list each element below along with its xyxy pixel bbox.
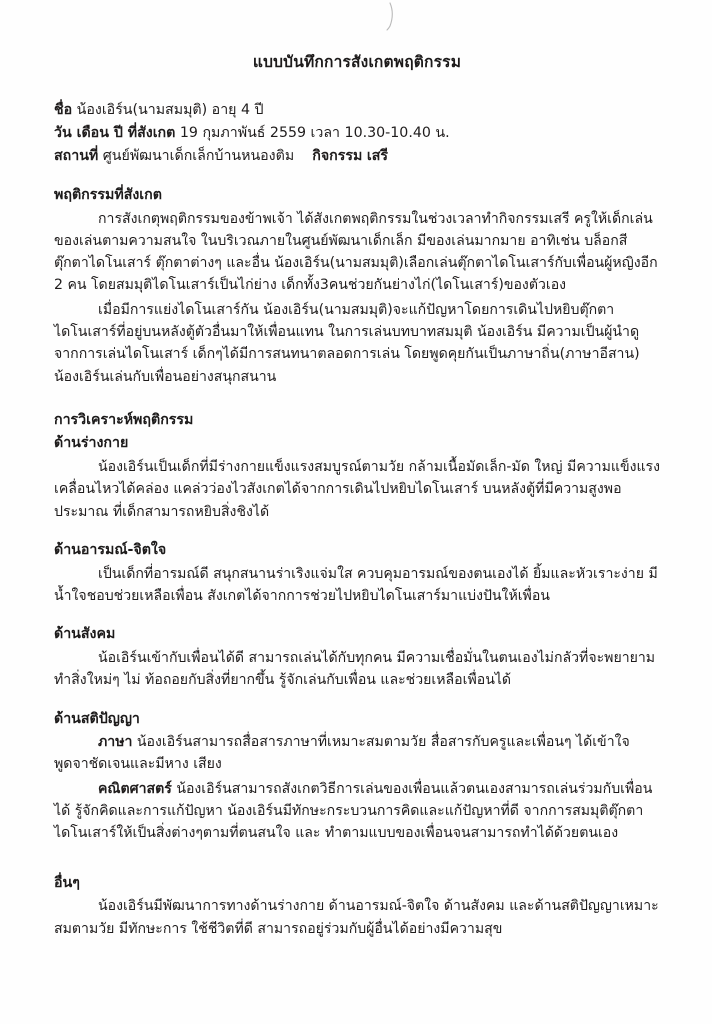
paragraph: เป็นเด็กที่อารมณ์ดี สนุกสนานร่าเริงแจ่มใส ควบคุมอารมณ์ของตนเองได้ ยิ้มและหัวเราะง่าย มีน้ำใจชอบช่วยเหลือเพื่อน สังเกตได้จากการช่วยไปหยิบไดโนเสาร์มาแบ่งปันให้เพื่อน bbox=[54, 565, 658, 604]
section-behavior-analysis bbox=[54, 409, 660, 845]
section-other bbox=[54, 872, 660, 940]
run-text-language: น้องเอิร์นสามารถสื่อสารภาษาที่เหมาะสมตามวัย สื่อสารกับครูและเพื่อนๆ ได้เข้าใจ พูดจาชัดเจนและมีหาง เสียง bbox=[54, 734, 630, 773]
field-date-label: วัน เดือน ปี ที่สังเกต bbox=[54, 124, 176, 141]
document-body bbox=[54, 52, 660, 953]
paragraph: เมื่อมีการแย่งไดโนเสาร์กัน น้องเอิร์น(นามสมมุติ)จะแก้ปัญหาโดยการเดินไปหยิบตุ๊กตาไดโนเสาร์ที่อยู่บนหลังตู้ตัวอื่นมาให้เพื่อนแทน ในการเล่นบทบาทสมมุติ น้องเอิร์น มีความเป็นผู้นำดูจากการเล่นไดโนเสาร์ เด็กๆได้มีการสนทนาตลอดการเล่น โดยพูดคุยกันเป็นภาษาถิ่น(ภาษาอีสาน) น้องเอิร์นเล่นกับเพื่อนอย่างสนุกสนาน bbox=[54, 301, 640, 385]
field-date-row bbox=[54, 122, 660, 145]
field-activity-label: กิจกรรม bbox=[312, 147, 363, 164]
field-activity-value: เสรี bbox=[366, 147, 388, 164]
field-place-row bbox=[54, 145, 660, 168]
field-name-value: น้องเอิร์น(นามสมมุติ) อายุ 4 ปี bbox=[76, 101, 264, 118]
paragraph: การสังเกตุพฤติกรรมของข้าพเจ้า ได้สังเกตพฤติกรรมในช่วงเวลาทำกิจกรรมเสรี ครูให้เด็กเล่นของเล่นตามความสนใจ ในบริเวณภายในศูนย์พัฒนาเด็กเล็ก มีของเล่นมากมาย อาทิเช่น บล็อกสี ตุ๊กตาไดโนเสาร์ ตุ๊กตาต่างๆ และอื่น น้องเอิร์น(นามสมมุติ)เลือกเล่นตุ๊กตาไดโนเสาร์กับเพื่อนผู้หญิงอีก 2 คน โดยสมมุติไดโนเสาร์เป็นไก่ย่าง เด็กทั้ง3คนช่วยกันย่างไก่(ไดโนเสาร์)ของตัวเอง bbox=[54, 210, 658, 294]
subsection-heading-emotional: ด้านอารมณ์-จิตใจ bbox=[54, 542, 167, 558]
paragraph: น้อเอิร์นเข้ากับเพื่อนได้ดี สามารถเล่นได้กับทุกคน มีความเชื่อมั่นในตนเองไม่กลัวที่จะพยายามทำสิ่งใหม่ๆ ไม่ ท้อถอยกับสิ่งที่ยากขึ้น รู้จักเล่นกับเพื่อน และช่วยเหลือเพื่อนได้ bbox=[54, 649, 656, 689]
scan-pen-mark-icon bbox=[384, 2, 398, 32]
field-place-label: สถานที่ bbox=[54, 147, 99, 164]
field-place-value: ศูนย์พัฒนาเด็กเล็กบ้านหนองติม bbox=[102, 147, 295, 164]
paragraph: น้องเอิร์นเป็นเด็กที่มีร่างกายแข็งแรงสมบูรณ์ตามวัย กล้ามเนื้อมัดเล็ก-มัด ใหญ่ มีความแข็งแรง เคลื่อนไหวได้คล่อง แคล่วว่องไวสังเกตได้จากการเดินไปหยิบไดโนเสาร์ บนหลังตู้ที่มีความสูงพอประมาณ ที่เด็กสามารถหยิบสิ่งชิงได้ bbox=[54, 459, 661, 520]
section-heading-other: อื่นๆ bbox=[54, 874, 80, 891]
section-observed-behavior bbox=[54, 184, 660, 388]
field-date-value: 19 กุมภาพันธ์ 2559 เวลา 10.30-10.40 น. bbox=[179, 124, 450, 141]
page-title: แบบบันทึกการสังเกตพฤติกรรม bbox=[252, 53, 462, 71]
paragraph bbox=[54, 731, 660, 776]
section-heading-behavior-analysis: การวิเคราะห์พฤติกรรม bbox=[54, 411, 194, 428]
header-fields bbox=[54, 99, 660, 168]
subsection-heading-physical: ด้านร่างกาย bbox=[54, 435, 129, 452]
paragraph: น้องเอิร์นมีพัฒนาการทางด้านร่างกาย ด้านอารมณ์-จิตใจ ด้านสังคม และด้านสติปัญญาเหมาะสมตามวัย มีทักษะการ ใช้ชีวิตที่ดี สามารถอยู่ร่วมกับผู้อื่นได้อย่างมีความสุข bbox=[54, 898, 659, 937]
section-heading-observed-behavior: พฤติกรรมที่สังเกต bbox=[54, 186, 162, 203]
subsection-heading-social: ด้านสังคม bbox=[54, 626, 116, 643]
run-label-language: ภาษา bbox=[98, 734, 133, 751]
field-name-label: ชื่อ bbox=[54, 101, 73, 118]
paragraph bbox=[54, 778, 660, 845]
run-label-mathematics: คณิตศาสตร์ bbox=[98, 780, 172, 797]
subsection-heading-intellectual: ด้านสติปัญญา bbox=[54, 710, 140, 727]
field-name-row bbox=[54, 99, 660, 122]
run-text-mathematics: น้องเอิร์นสามารถสังเกตวิธีการเล่นของเพื่อนแล้วตนเองสามารถเล่นร่วมกับเพื่อนได้ รู้จักคิดและการแก้ปัญหา น้องเอิร์นมีทักษะกระบวนการคิดและแก้ปัญหาที่ดี จากการสมมุติตุ๊กตาไดโนเสาร์ให้เป็นสิ่งต่างๆตามที่ตนสนใจ และ ทำตามแบบของเพื่อนจนสามารถทำได้ด้วยตนเอง bbox=[54, 780, 653, 842]
